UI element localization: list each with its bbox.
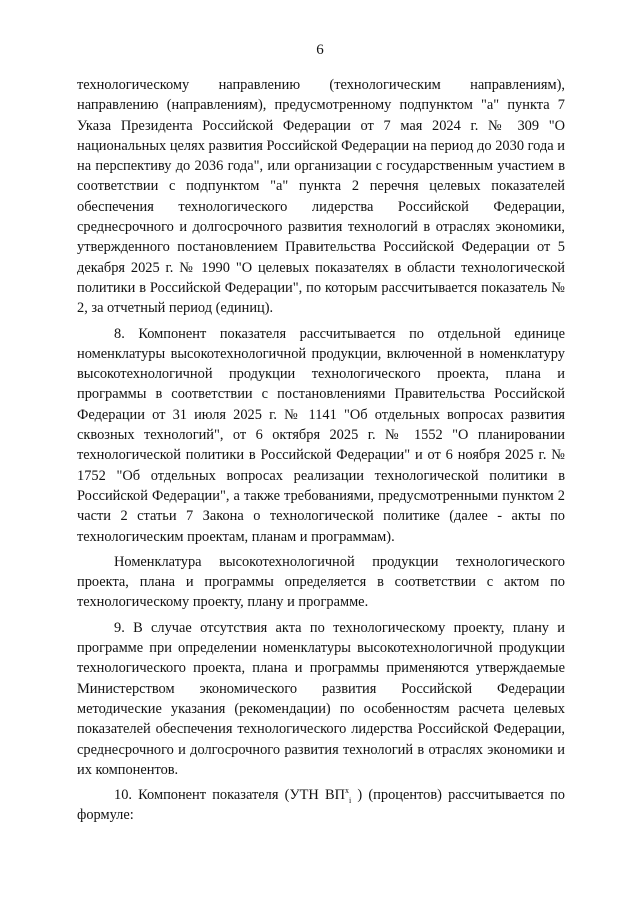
paragraph-item-8: 8. Компонент показателя рассчитывается по отдельной единице номенклатуры высокотехнологичной продукции, включенной в номенклатуру высокотехнологичной продукции технологического проекта, плана и программы в соответствии с постановлениями Правительства Российской Федерации от 31 июля 2025 г. № 1141 "Об отдельных вопросах развития сквозных технологий", от 6 октября 2025 г. № 1552 "О планировании технологической политики в Российской Федерации" и от 6 ноября 2025 г. № 1752 "Об отдельных вопросах реализации технологической политики в Российской Федерации", а также требованиями, предусмотренными пунктом 2 части 2 статьи 7 Закона о технологической политике (далее - акты по технологическим проектам, планам и программам). bbox=[77, 325, 565, 545]
formula-symbol: УТН ВП bbox=[289, 787, 345, 804]
paragraph-item-10-lead: 10. Компонент показателя ( bbox=[114, 787, 290, 804]
paragraph-item-10-tail: ) (процентов) рассчитывается по формуле: bbox=[77, 787, 565, 824]
paragraph-item-10 bbox=[77, 785, 565, 826]
paragraph-item-8-nomenclature: Номенклатура высокотехнологичной продукции технологического проекта, плана и программы определяется в соответствии с актом по технологическому проекту, плану и программе. bbox=[77, 553, 565, 611]
formula-subscript: i bbox=[348, 795, 352, 805]
document-body bbox=[77, 75, 565, 826]
paragraph-item-9: 9. В случае отсутствия акта по технологическому проекту, плану и программе при определении номенклатуры высокотехнологичной продукции технологического проекта, плана и программы применяются утверждаемые Министерством экономического развития Российской Федерации методические указания (рекомендации) по особенностям расчета целевых показателей обеспечения технологического лидерства Российской Федерации, среднесрочного и долгосрочного развития технологий в отраслях экономики и их компонентов. bbox=[77, 619, 565, 778]
formula-superscript: x bbox=[344, 786, 349, 796]
paragraph-continuation: технологическому направлению (технологическим направлениям), направлению (направлениям), предусмотренному подпунктом "а" пункта 7 Указа Президента Российской Федерации от 7 мая 2024 г. № 309 "О национальных целях развития Российской Федерации на период до 2030 года и на перспективу до 2036 года", или организации с государственным участием в соответствии с подпунктом "а" пункта 2 перечня целевых показателей обеспечения технологического лидерства Российской Федерации, среднесрочного и долгосрочного развития технологий в отраслях экономики, утвержденного постановлением Правительства Российской Федерации от 5 декабря 2025 г. № 1990 "О целевых показателях в области технологической политики в Российской Федерации", по которым рассчитывается показатель № 2, за отчетный период (единиц). bbox=[77, 77, 565, 317]
page-number: 6 bbox=[316, 42, 324, 58]
